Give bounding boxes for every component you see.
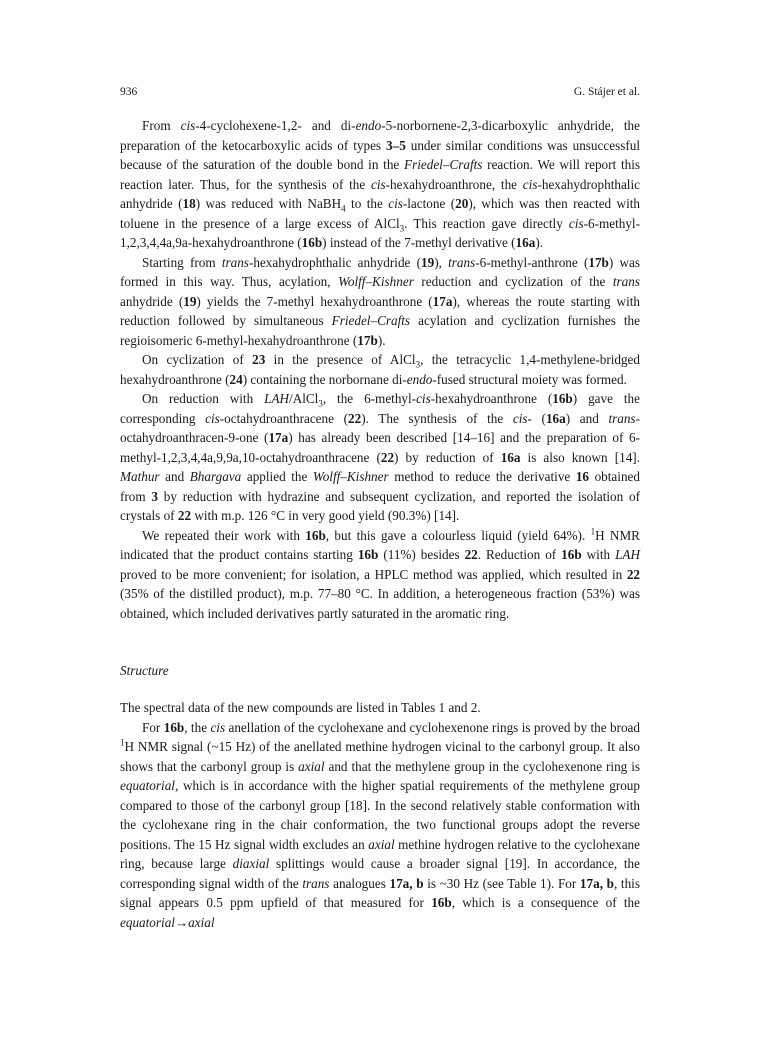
- section-heading: Structure: [120, 663, 169, 678]
- section-gap: [120, 623, 640, 663]
- page: [120, 86, 640, 932]
- running-head: G. Stájer et al.: [573, 86, 640, 98]
- paragraph-5: We repeated their work with 16b, but this gave a colourless liquid (yield 64%). $^1$H NMR indicated that the product contains starting 16b (11%) besides 22. Reduction of 16b with LAH proved to be more convenient; for isolation, a HPLC method was applied, which resulted in 22 (35% of the distilled product), m.p. 77–80 °C. In addition, a heterogeneous fraction (53%) was obtained, which included derivatives partly saturated in the aromatic ring.: [120, 526, 640, 621]
- paragraph-4: On reduction with LAH/AlCl$_3$, the 6-methyl-cis-hexahydroanthrone (16b) gave the corresponding cis-octahydroanthracene (22). The synthesis of the cis- (16a) and trans-octahydroanthracen-9-one (17a) has already been described [14–16] and the preparation of 6-methyl-1,2,3,4,4a,9,9a,10-octahydroanthracene (22) by reduction of 16a is also known [14]. Mathur and Bhargava applied the Wolff–Kishner method to reduce the derivative 16 obtained from 3 by reduction with hydrazine and subsequent cyclization, and reported the isolation of crystals of 22 with m.p. 126 °C in very good yield (90.3%) [14].: [120, 391, 640, 523]
- paragraph-1: From cis-4-cyclohexene-1,2- and di-endo-5-norbornene-2,3-dicarboxylic anhydride, the preparation of the ketocarboxylic acids of types 3–5 under similar conditions was unsuccessful because of the saturation of the double bond in the Friedel–Crafts reaction. We will report this reaction later. Thus, for the synthesis of the cis-hexahydroanthrone, the cis-hexahydrophthalic anhydride (18) was reduced with NaBH$_4$ to the cis-lactone (20), which was then reacted with toluene in the presence of a large excess of AlCl$_3$. This reaction gave directly cis-6-methyl-1,2,3,4,4a,9a-hexahydroanthrone (16b) instead of the 7-methyl derivative (16a).: [120, 118, 641, 250]
- page-header: [120, 86, 640, 98]
- structure-paragraph-2: For 16b, the cis anellation of the cyclohexane and cyclohexenone rings is proved by the broad $^1$H NMR signal (~15 Hz) of the anellated methine hydrogen vicinal to the carbonyl group. It also shows that the carbonyl group is axial and that the methylene group in the cyclohexenone ring is equatorial, which is in accordance with the higher spatial requirements of the methylene group compared to those of the carbonyl group [18]. In the second relatively stable conformation with the cyclohexane ring in the chair conformation, the two functional groups adopt the reverse positions. The 15 Hz signal width excludes an axial methine hydrogen relative to the cyclohexane ring, because large diaxial splittings would cause a broader signal [19]. In accordance, the corresponding signal width of the trans analogues 17a, b is ~30 Hz (see Table 1). For 17a, b, this signal appears 0.5 ppm upfield of that measured for 16b, which is a consequence of the equatorial→axial: [120, 719, 641, 930]
- structure-paragraph-1: The spectral data of the new compounds are listed in Tables 1 and 2.: [120, 700, 481, 715]
- paragraph-2: Starting from trans-hexahydrophthalic anhydride (19), trans-6-methyl-anthrone (17b) was formed in this way. Thus, acylation, Wolff–Kishner reduction and cyclization of the trans anhydride (19) yields the 7-methyl hexahydroanthrone (17a), whereas the route starting with reduction followed by simultaneous Friedel–Crafts acylation and cyclization furnishes the regioisomeric 6-methyl-hexahydroanthrone (17b).: [120, 254, 640, 348]
- paragraph-3: On cyclization of 23 in the presence of AlCl$_3$, the tetracyclic 1,4-methylene-bridged hexahydroanthrone (24) containing the norbornane di-endo-fused structural moiety was formed.: [120, 352, 641, 387]
- page-number: 936: [120, 86, 138, 98]
